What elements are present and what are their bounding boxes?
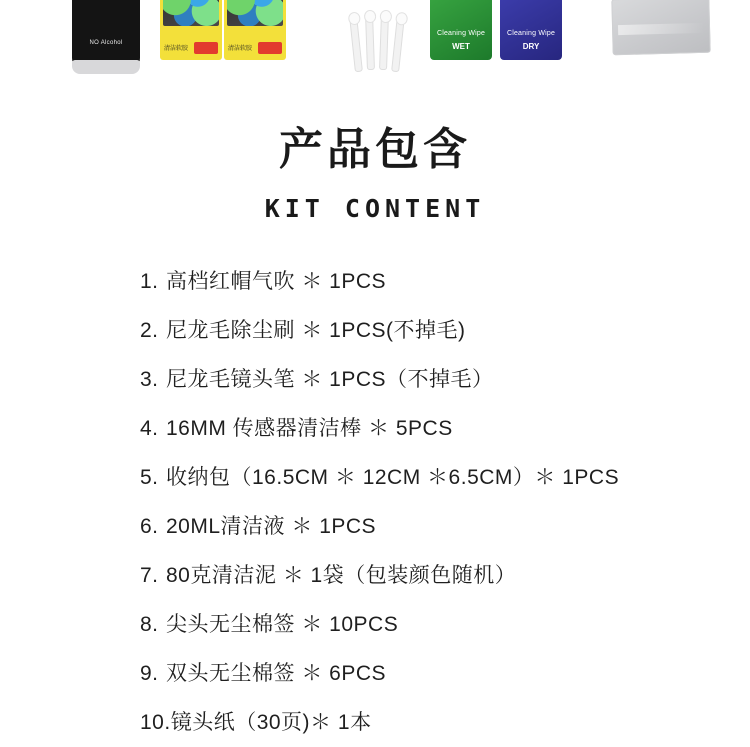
list-item-label: 20ML清洁液 ＊ 1PCS: [166, 515, 377, 538]
list-item: [140, 355, 750, 404]
wet-wipe-title: Cleaning Wipe: [436, 30, 486, 37]
list-item-index: 5.: [140, 466, 159, 489]
list-item: [140, 453, 750, 502]
list-item: [140, 698, 750, 747]
list-item-index: 4.: [140, 417, 159, 440]
product-image-strip: [0, 0, 750, 82]
cotton-swab-image: [349, 16, 363, 73]
list-item-label: 收纳包（16.5CM ＊ 12CM ＊6.5CM）＊ 1PCS: [166, 466, 620, 489]
microfiber-cloth-image: [611, 0, 710, 55]
putty-badge: [194, 42, 218, 54]
list-item-label: 尼龙毛除尘刷 ＊ 1PCS(不掉毛): [166, 319, 466, 342]
list-item-label: 双头无尘棉签 ＊ 6PCS: [166, 662, 387, 685]
kit-content-list: [0, 257, 750, 747]
list-item: [140, 600, 750, 649]
list-item-index: 3.: [140, 368, 159, 391]
putty-label: 清洁软胶: [228, 46, 253, 52]
list-item-label: 镜头纸（30页)＊ 1本: [170, 711, 372, 734]
list-item: [140, 404, 750, 453]
list-item-index: 9.: [140, 662, 159, 685]
air-blower-label: NO Alcohol: [89, 40, 123, 46]
list-item-label: 16MM 传感器清洁棒 ＊ 5PCS: [166, 417, 453, 440]
list-item-index: 7.: [140, 564, 159, 587]
list-item-index: 8.: [140, 613, 159, 636]
list-item-index: 1.: [140, 270, 159, 293]
dry-wipe-title: Cleaning Wipe: [506, 30, 556, 37]
cleaning-putty-packet: [224, 0, 286, 60]
list-item: [140, 306, 750, 355]
list-item-index: 10.: [140, 711, 171, 734]
list-item: [140, 649, 750, 698]
cotton-swab-image: [391, 16, 405, 73]
cotton-swab-image: [379, 14, 389, 70]
putty-photo: [227, 0, 283, 26]
air-blower-base: [72, 60, 140, 74]
list-item: [140, 502, 750, 551]
dry-wipe-subtitle: DRY: [522, 42, 540, 51]
list-item-label: 尼龙毛镜头笔 ＊ 1PCS（不掉毛）: [166, 368, 494, 391]
list-item-label: 高档红帽气吹 ＊ 1PCS: [166, 270, 387, 293]
list-item-index: 6.: [140, 515, 159, 538]
list-item-label: 尖头无尘棉签 ＊ 10PCS: [166, 613, 399, 636]
list-item-index: 2.: [140, 319, 159, 342]
wet-cleaning-wipe: [430, 0, 492, 60]
putty-label: 清洁软胶: [164, 46, 189, 52]
page-title-chinese: 产品包含: [279, 125, 471, 174]
list-item-label: 80克清洁泥 ＊ 1袋（包装颜色随机）: [166, 564, 517, 587]
list-item: [140, 257, 750, 306]
dry-cleaning-wipe: [500, 0, 562, 60]
putty-photo: [163, 0, 219, 26]
wet-wipe-subtitle: WET: [452, 42, 470, 51]
cotton-swab-image: [365, 14, 375, 70]
putty-badge: [258, 42, 282, 54]
page-title-english: KIT CONTENT: [264, 194, 486, 223]
cleaning-putty-packet: [160, 0, 222, 60]
list-item: [140, 551, 750, 600]
